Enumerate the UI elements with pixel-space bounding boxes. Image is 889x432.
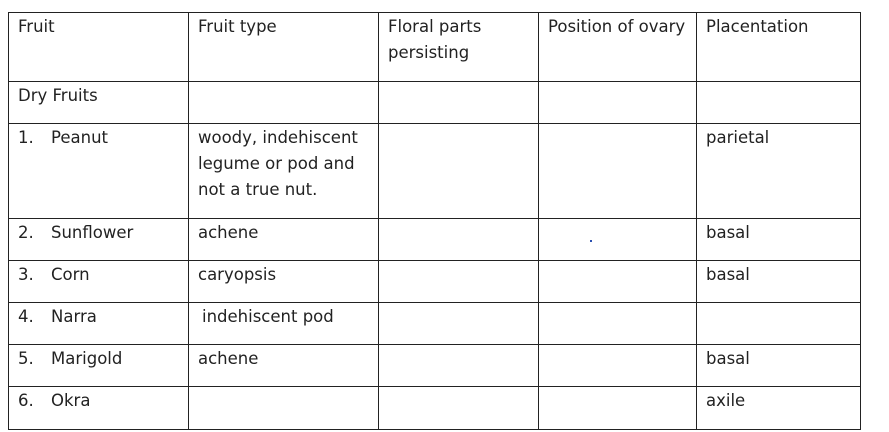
fruit-name: Narra [51, 307, 97, 326]
header-fruit: Fruit [9, 13, 189, 82]
ovary-position-cell [539, 261, 697, 303]
table-row [9, 261, 861, 303]
ovary-position-cell [539, 124, 697, 219]
fruit-type-cell: achene [189, 219, 379, 261]
document-page [8, 12, 860, 430]
section-row [9, 82, 861, 124]
fruit-name: Sunflower [51, 223, 134, 242]
row-number: 1. [18, 128, 34, 147]
fruit-type-cell [189, 387, 379, 430]
empty-cell [697, 82, 861, 124]
empty-cell [189, 82, 379, 124]
floral-parts-cell [379, 261, 539, 303]
section-label: Dry Fruits [9, 82, 189, 124]
row-number: 3. [18, 265, 34, 284]
table-row [9, 387, 861, 430]
ovary-position-cell [539, 303, 697, 345]
empty-cell [379, 82, 539, 124]
fruit-type-cell: achene [189, 345, 379, 387]
header-ovary-position: Position of ovary [539, 13, 697, 82]
floral-parts-cell [379, 219, 539, 261]
empty-cell [539, 82, 697, 124]
header-placentation: Placentation [697, 13, 861, 82]
table-row [9, 219, 861, 261]
fruit-cell [9, 261, 189, 303]
floral-parts-cell [379, 345, 539, 387]
placentation-cell: basal [697, 261, 861, 303]
fruit-name: Okra [51, 391, 91, 410]
floral-parts-cell [379, 387, 539, 430]
fruit-type-cell: woody, indehiscent legume or pod and not a true nut. [189, 124, 379, 219]
placentation-cell: basal [697, 345, 861, 387]
fruit-type-cell [189, 303, 379, 345]
table-row [9, 345, 861, 387]
row-number: 2. [18, 223, 34, 242]
floral-parts-cell [379, 303, 539, 345]
placentation-cell: basal [697, 219, 861, 261]
stray-dot-mark [590, 240, 592, 242]
ovary-position-cell [539, 387, 697, 430]
header-fruit-type: Fruit type [189, 13, 379, 82]
ovary-position-cell [539, 345, 697, 387]
fruit-name: Marigold [51, 349, 123, 368]
floral-parts-cell [379, 124, 539, 219]
placentation-cell: parietal [697, 124, 861, 219]
ovary-position-cell [539, 219, 697, 261]
placentation-cell: axile [697, 387, 861, 430]
header-floral-parts: Floral parts persisting [379, 13, 539, 82]
row-number: 5. [18, 349, 34, 368]
fruit-name: Peanut [51, 128, 109, 147]
table-row [9, 303, 861, 345]
row-number: 6. [18, 391, 34, 410]
fruit-table [8, 12, 861, 430]
fruit-type-cell: caryopsis [189, 261, 379, 303]
fruit-cell [9, 387, 189, 430]
table-row [9, 124, 861, 219]
fruit-cell [9, 219, 189, 261]
fruit-name: Corn [51, 265, 90, 284]
fruit-type-text: indehiscent pod [202, 307, 334, 326]
fruit-cell [9, 124, 189, 219]
row-number: 4. [18, 307, 34, 326]
placentation-cell [697, 303, 861, 345]
fruit-cell [9, 303, 189, 345]
table-header-row [9, 13, 861, 82]
fruit-cell [9, 345, 189, 387]
